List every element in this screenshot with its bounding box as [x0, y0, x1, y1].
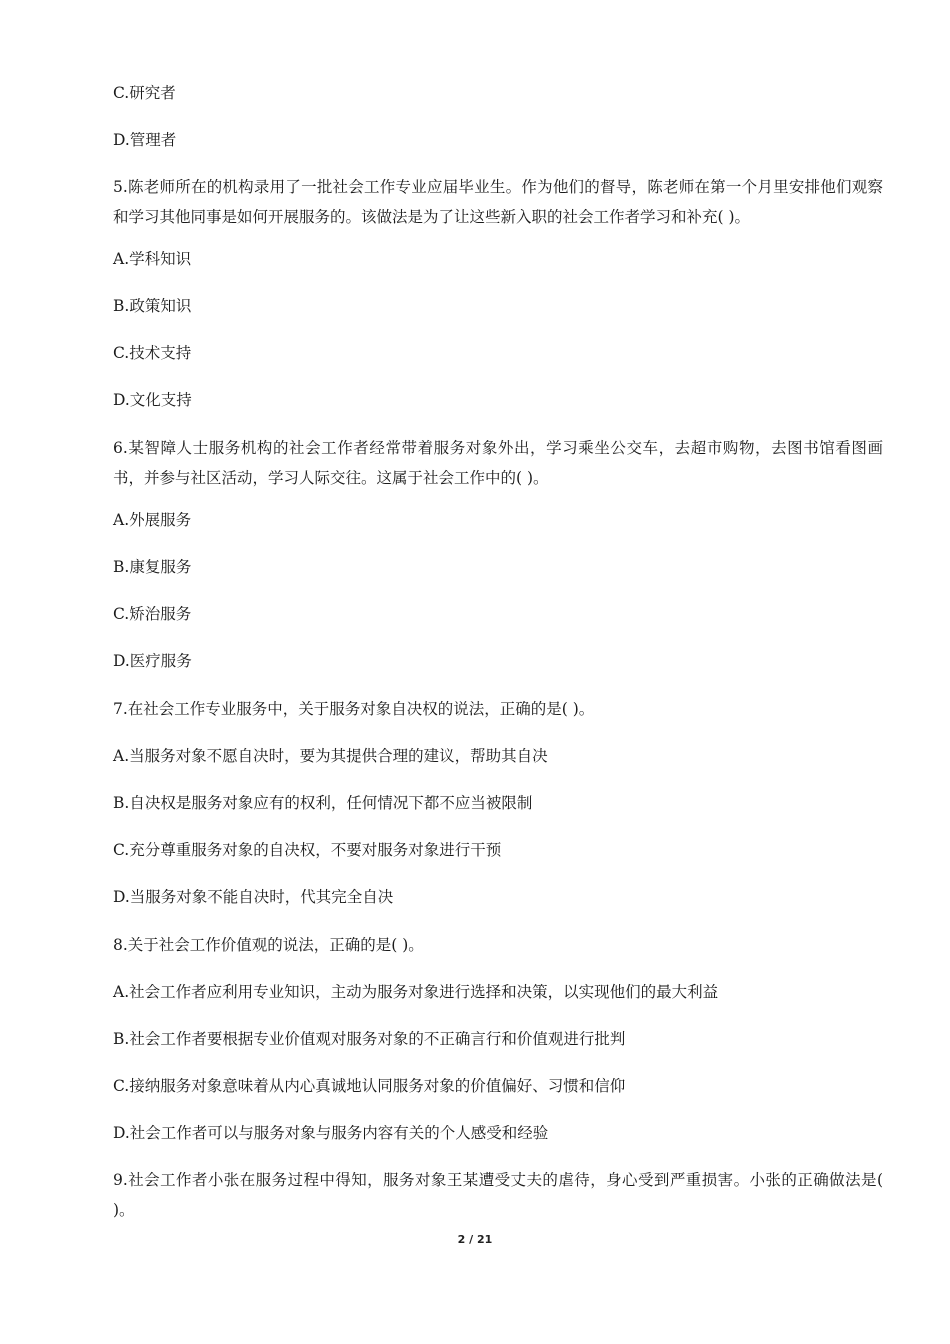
- question-6-option-c: C.矫治服务: [113, 605, 192, 623]
- question-6-option-b: B.康复服务: [113, 558, 192, 576]
- question-6: 6.某智障人士服务机构的社会工作者经常带着服务对象外出，学习乘坐公交车，去超市购物，去图书馆看图画书，并参与社区活动，学习人际交往。这属于社会工作中的( )。: [113, 439, 883, 487]
- question-8-option-b: B.社会工作者要根据专业价值观对服务对象的不正确言行和价值观进行批判: [113, 1030, 626, 1048]
- question-5-option-a: A.学科知识: [113, 250, 192, 268]
- question-7: 7.在社会工作专业服务中，关于服务对象自决权的说法，正确的是( )。: [113, 700, 595, 718]
- question-5-option-d: D.文化支持: [113, 391, 192, 409]
- option-d-manager: D.管理者: [113, 131, 177, 149]
- question-8-option-a: A.社会工作者应利用专业知识，主动为服务对象进行选择和决策，以实现他们的最大利益: [113, 983, 719, 1001]
- question-8-option-d: D.社会工作者可以与服务对象与服务内容有关的个人感受和经验: [113, 1124, 549, 1142]
- question-6-option-a: A.外展服务: [113, 511, 192, 529]
- question-7-option-c: C.充分尊重服务对象的自决权，不要对服务对象进行干预: [113, 841, 502, 859]
- question-7-option-d: D.当服务对象不能自决时，代其完全自决: [113, 888, 394, 906]
- question-8: 8.关于社会工作价值观的说法，正确的是( )。: [113, 936, 424, 954]
- question-9: 9.社会工作者小张在服务过程中得知，服务对象王某遭受丈夫的虐待，身心受到严重损害。小张的正确做法是( )。: [113, 1171, 883, 1219]
- question-8-option-c: C.接纳服务对象意味着从内心真诚地认同服务对象的价值偏好、习惯和信仰: [113, 1077, 626, 1095]
- question-5: 5.陈老师所在的机构录用了一批社会工作专业应届毕业生。作为他们的督导，陈老师在第一个月里安排他们观察和学习其他同事是如何开展服务的。该做法是为了让这些新入职的社会工作者学习和补充( )。: [113, 178, 883, 226]
- question-5-option-c: C.技术支持: [113, 344, 192, 362]
- question-7-option-a: A.当服务对象不愿自决时，要为其提供合理的建议，帮助其自决: [113, 747, 548, 765]
- question-6-option-d: D.医疗服务: [113, 652, 192, 670]
- question-5-option-b: B.政策知识: [113, 297, 192, 315]
- page-indicator: 2 / 21: [457, 1233, 493, 1246]
- option-c-researcher: C.研究者: [113, 84, 176, 102]
- question-7-option-b: B.自决权是服务对象应有的权利，任何情况下都不应当被限制: [113, 794, 533, 812]
